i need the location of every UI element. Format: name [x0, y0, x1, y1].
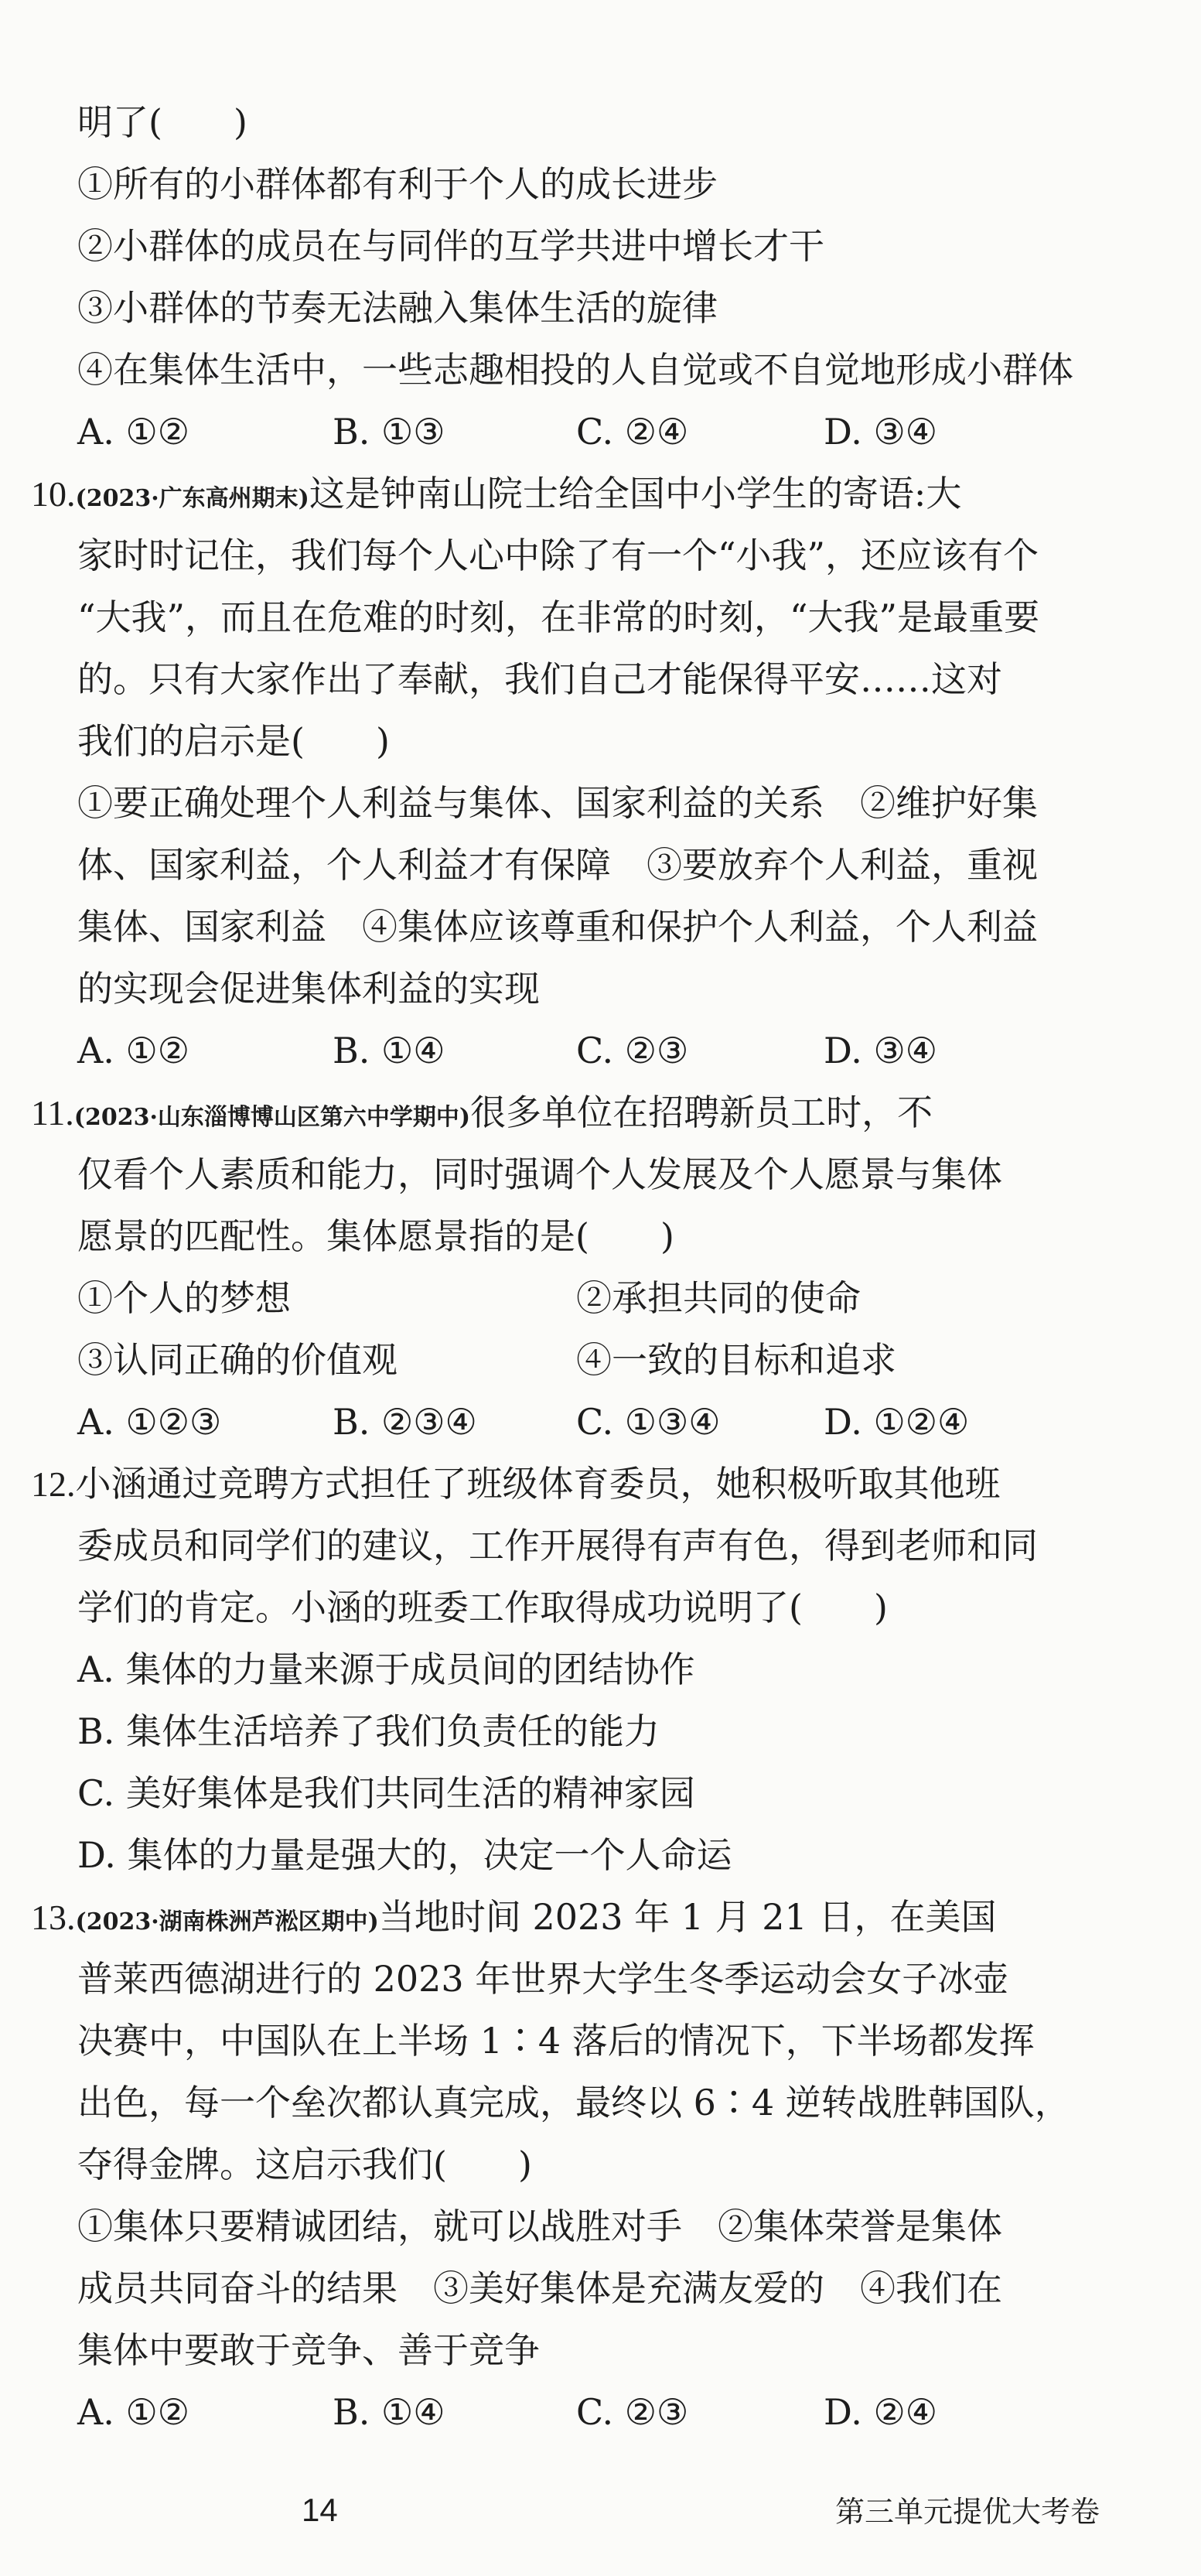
question-stem-line: 愿景的匹配性。集体愿景指的是( ): [77, 1215, 674, 1257]
statement-line: 的实现会促进集体利益的实现: [77, 968, 540, 1010]
statement-line: 成员共同奋斗的结果 ③美好集体是充满友爱的 ④我们在: [77, 2267, 1002, 2309]
question-first-line: [31, 1089, 933, 1141]
question-first-line: [31, 470, 961, 522]
question-stem-line: 家时时记住，我们每个人心中除了有一个“小我”，还应该有个: [77, 535, 1039, 576]
choice-c[interactable]: C. ②④: [576, 411, 689, 453]
question-number: 13.: [31, 1898, 76, 1937]
choice-b[interactable]: B. ②③④: [333, 1401, 477, 1443]
question-source: (2023·湖南株洲芦淞区期中): [75, 1908, 379, 1935]
statement-item: ③认同正确的价值观: [77, 1339, 397, 1381]
choice-b[interactable]: B. ①④: [333, 2391, 445, 2433]
choice-b[interactable]: B. 集体生活培养了我们负责任的能力: [77, 1710, 660, 1752]
question-first-line: [31, 1894, 996, 1946]
statement-item: ④一致的目标和追求: [576, 1339, 896, 1381]
question-stem-line: 仅看个人素质和能力，同时强调个人发展及个人愿景与集体: [77, 1153, 1002, 1195]
choice-a[interactable]: A. ①②: [77, 1030, 189, 1071]
question-stem-line: 的。只有大家作出了奉献，我们自己才能保得平安……这对: [77, 658, 1002, 700]
choice-d[interactable]: D. ③④: [824, 1030, 937, 1071]
choice-b[interactable]: B. ①④: [333, 1030, 445, 1071]
statement-line: 体、国家利益，个人利益才有保障 ③要放弃个人利益，重视: [77, 844, 1038, 886]
choice-b[interactable]: B. ①③: [333, 411, 445, 453]
choice-c[interactable]: C. 美好集体是我们共同生活的精神家园: [77, 1772, 695, 1814]
choice-c[interactable]: C. ②③: [576, 1030, 689, 1071]
statement-item: ②小群体的成员在与同伴的互学共进中增长才干: [77, 225, 824, 267]
statement-item: ②承担共同的使命: [576, 1277, 861, 1319]
statement-line: 集体、国家利益 ④集体应该尊重和保护个人利益，个人利益: [77, 906, 1038, 948]
choice-d[interactable]: D. ③④: [824, 411, 937, 453]
question-stem-line: 出色，每一个垒次都认真完成，最终以 6∶4 逆转战胜韩国队，: [77, 2082, 1070, 2123]
choice-d[interactable]: D. 集体的力量是强大的，决定一个人命运: [77, 1834, 732, 1876]
question-stem-line: “大我”，而且在危难的时刻，在非常的时刻，“大我”是最重要: [77, 596, 1040, 638]
choice-a[interactable]: A. ①②: [77, 411, 189, 453]
section-title: 第三单元提优大考卷: [835, 2495, 1100, 2529]
choice-c[interactable]: C. ②③: [576, 2391, 689, 2433]
statement-item: ①个人的梦想: [77, 1277, 291, 1319]
choice-a[interactable]: A. ①②: [77, 2391, 189, 2433]
page-number: 14: [302, 2492, 338, 2528]
question-stem-line: 这是钟南山院士给全国中小学生的寄语:大: [309, 473, 962, 514]
choice-a[interactable]: A. 集体的力量来源于成员间的团结协作: [77, 1648, 695, 1690]
statement-line: ①要正确处理个人利益与集体、国家利益的关系 ②维护好集: [77, 782, 1038, 824]
question-source: (2023·广东高州期末): [75, 485, 309, 512]
choice-d[interactable]: D. ①②④: [824, 1401, 970, 1443]
question-stem-line: 我们的启示是( ): [77, 720, 390, 762]
choice-d[interactable]: D. ②④: [824, 2391, 937, 2433]
statement-item: ③小群体的节奏无法融入集体生活的旋律: [77, 287, 718, 329]
question-stem-line: 决赛中，中国队在上半场 1∶4 落后的情况下，下半场都发挥: [77, 2020, 1035, 2062]
question-number: 12.: [31, 1464, 76, 1504]
question-stem-line: 明了( ): [77, 101, 247, 143]
statement-item: ①所有的小群体都有利于个人的成长进步: [77, 163, 718, 205]
question-stem-line: 小涵通过竞聘方式担任了班级体育委员，她积极听取其他班: [75, 1463, 1001, 1505]
question-stem-line: 普莱西德湖进行的 2023 年世界大学生冬季运动会女子冰壶: [77, 1958, 1009, 2000]
choice-a[interactable]: A. ①②③: [77, 1401, 222, 1443]
question-number: 11.: [31, 1093, 74, 1133]
question-stem-line: 委成员和同学们的建议，工作开展得有声有色，得到老师和同: [77, 1525, 1038, 1566]
question-stem-line: 夺得金牌。这启示我们( ): [77, 2144, 532, 2185]
question-number: 10.: [31, 474, 76, 514]
statement-line: 集体中要敢于竞争、善于竞争: [77, 2329, 540, 2371]
question-source: (2023·山东淄博博山区第六中学期中): [73, 1104, 471, 1131]
question-stem-line: 当地时间 2023 年 1 月 21 日，在美国: [378, 1896, 997, 1938]
question-first-line: [31, 1461, 1001, 1508]
statement-line: ①集体只要精诚团结，就可以战胜对手 ②集体荣誉是集体: [77, 2205, 1002, 2247]
choice-c[interactable]: C. ①③④: [576, 1401, 721, 1443]
statement-item: ④在集体生活中，一些志趣相投的人自觉或不自觉地形成小群体: [77, 349, 1073, 391]
question-stem-line: 很多单位在招聘新员工时，不: [470, 1092, 933, 1133]
question-stem-line: 学们的肯定。小涵的班委工作取得成功说明了( ): [77, 1587, 888, 1628]
